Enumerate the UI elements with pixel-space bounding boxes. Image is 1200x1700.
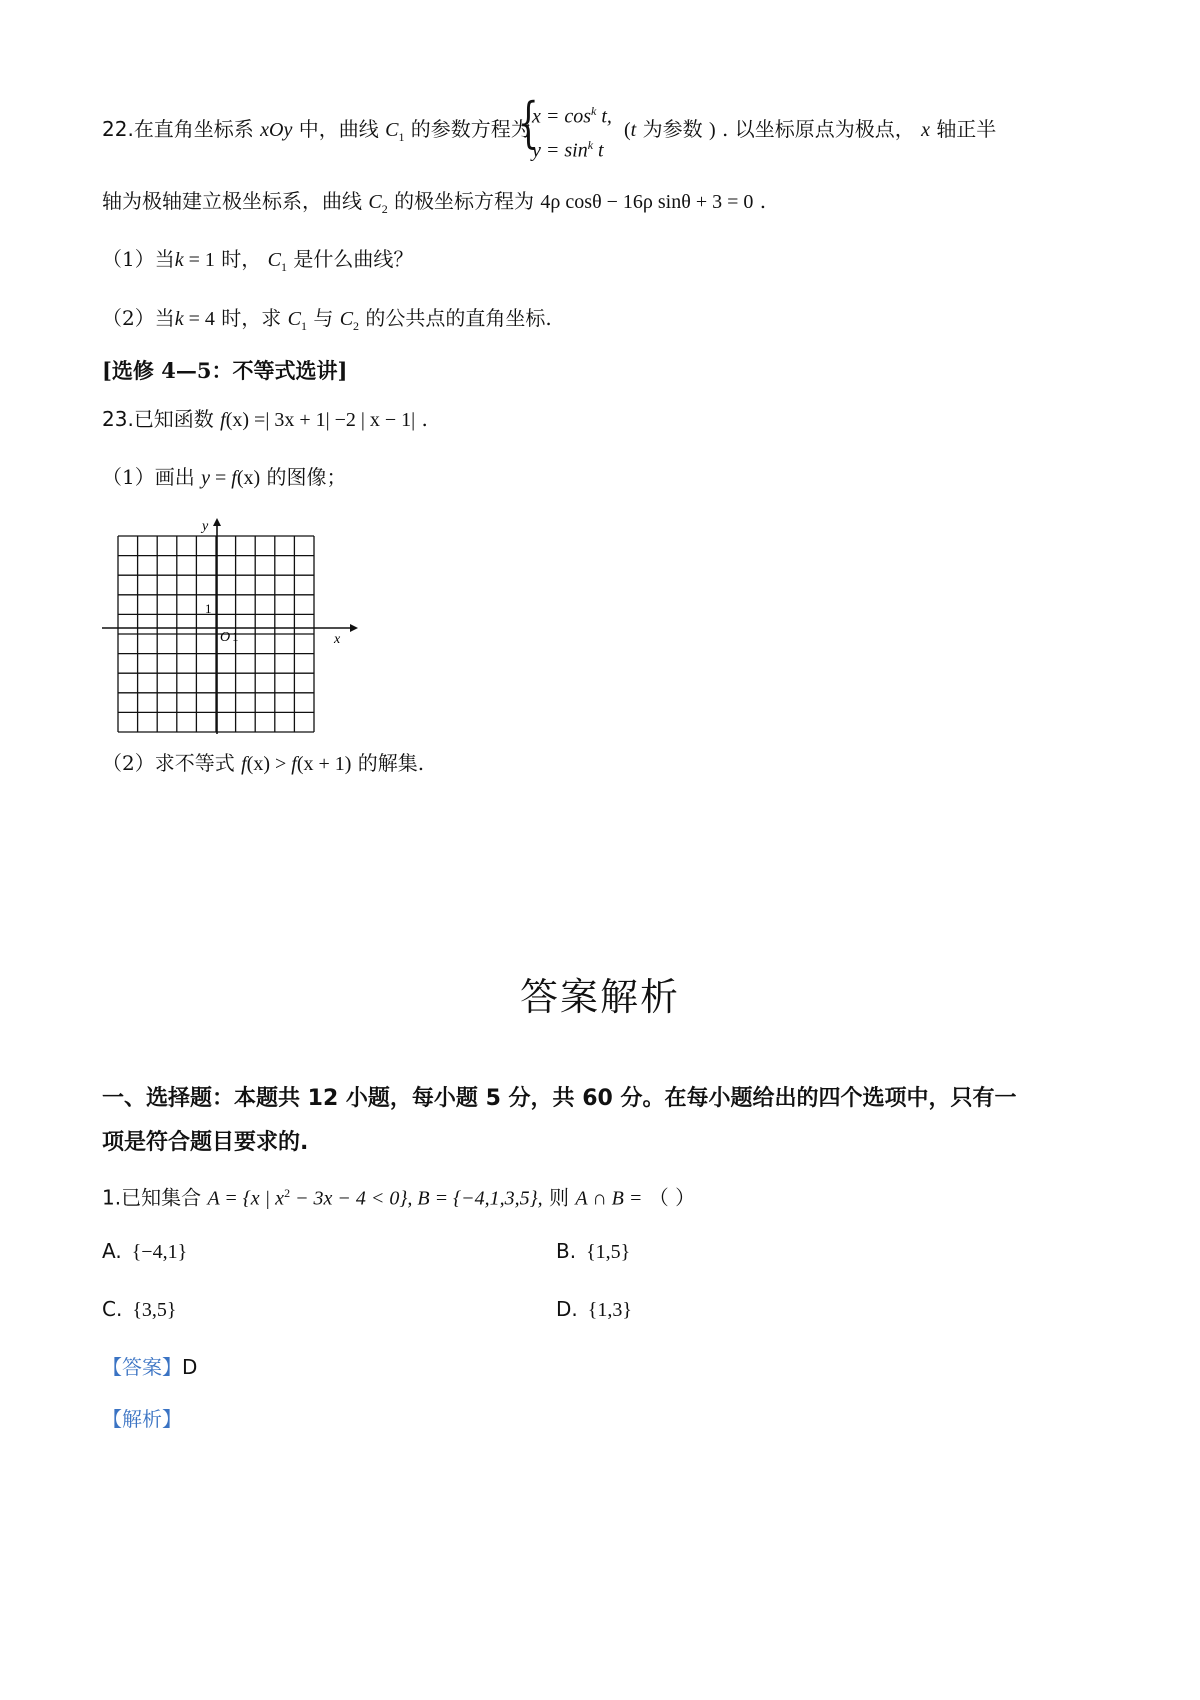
param-eq1-end: t,	[596, 105, 612, 128]
c1: C	[287, 308, 301, 330]
set-a: A = {x | x	[207, 1187, 285, 1210]
q22-text: .	[759, 189, 767, 213]
param-t: t	[630, 119, 637, 141]
q22-part2	[102, 303, 552, 341]
q23-text: 已知函数	[133, 407, 214, 431]
answer-paren: （ ）	[648, 1185, 696, 1210]
option-value: {1,5}	[586, 1241, 631, 1263]
q22-text: 的公共点的直角坐标.	[365, 306, 552, 330]
q22-c1-sub: 1	[398, 130, 405, 144]
param-eq1	[532, 96, 612, 132]
q23-part2	[102, 748, 424, 779]
polar-equation: 4ρ cosθ − 16ρ sinθ + 3 = 0	[540, 191, 754, 213]
q22-text: 时，求	[221, 306, 282, 330]
x-axis-label: x	[334, 632, 341, 647]
option-label: C.	[102, 1297, 123, 1321]
c1-sub: 1	[300, 319, 307, 333]
param-brace: {	[518, 91, 539, 154]
fx-arg: (x) >	[246, 753, 292, 775]
fx-arg: (x)	[236, 467, 261, 489]
q22-text: 与	[313, 306, 334, 330]
q22-text: 轴为极轴建立极坐标系，曲线	[102, 189, 362, 213]
part-label: （2）求不等式	[102, 751, 235, 775]
q22-text: 的参数方程为	[410, 117, 531, 141]
eq-sign: =	[209, 467, 232, 489]
answer-value: D	[182, 1355, 198, 1379]
q23-number: 23.	[102, 407, 134, 431]
x-tick-one: 1	[232, 629, 239, 644]
f-var: f	[220, 409, 226, 431]
param-close: )	[708, 119, 716, 141]
q22-text: 是什么曲线？	[293, 247, 414, 271]
q1-number: 1.	[102, 1185, 122, 1210]
q22-line1-tail	[624, 114, 996, 145]
q22-text: . 以坐标原点为极点，	[721, 117, 915, 141]
option-label: D.	[556, 1297, 578, 1321]
q22-c1: C	[385, 119, 399, 141]
f-var: f	[231, 467, 237, 489]
q1-stem	[102, 1178, 695, 1214]
c1: C	[267, 249, 281, 271]
q22-text: 在直角坐标系	[133, 117, 254, 141]
c1-sub: 1	[280, 260, 287, 274]
q1-text: 已知集合	[121, 1185, 202, 1210]
q22-text: 的极坐标方程为	[394, 189, 535, 213]
part-label: （2）当	[102, 306, 175, 330]
function-def: (x) =| 3x + 1| −2 | x − 1|	[225, 409, 416, 431]
param-eq1-sup: k	[591, 104, 597, 118]
option-c[interactable]	[102, 1294, 177, 1325]
q1-text: 则	[549, 1185, 569, 1210]
q22-line1	[102, 114, 531, 152]
answer-title: 答案解析	[519, 975, 680, 1019]
q23-text: 的解集.	[357, 751, 425, 775]
fx-arg: (x + 1)	[296, 753, 352, 775]
option-a[interactable]	[102, 1236, 187, 1267]
y-var: y	[201, 467, 210, 489]
q22-xoy: xOy	[260, 119, 293, 141]
q23-text: 的图像；	[266, 465, 347, 489]
option-value: {1,3}	[587, 1299, 632, 1321]
section1-line1: 一、选择题：本题共 12 小题，每小题 5 分，共 60 分。在每小题给出的四个选项中，只有一	[102, 1086, 1017, 1111]
k-eq: = 4	[183, 308, 215, 330]
option-value: {−4,1}	[131, 1241, 188, 1263]
f-var: f	[241, 753, 247, 775]
option-b[interactable]	[556, 1236, 630, 1267]
section1-line2: 项是符合题目要求的.	[102, 1130, 309, 1155]
q23-text: .	[421, 407, 428, 431]
a-intersect-b: A ∩ B =	[575, 1187, 643, 1210]
param-eq2	[532, 130, 604, 166]
q22-text: 时，	[221, 247, 262, 271]
k-var: k	[174, 308, 184, 330]
part-label: （1）当	[102, 247, 175, 271]
section-header-4-5: [选修 4—5：不等式选讲]	[102, 358, 348, 383]
k-eq: = 1	[183, 249, 215, 271]
analysis-tag: 【解析】	[102, 1407, 182, 1431]
q23-line1	[102, 404, 428, 435]
set-a-sup: 2	[284, 1186, 291, 1200]
q22-c2: C	[368, 191, 382, 213]
q22-part1	[102, 244, 413, 282]
f-var: f	[291, 753, 297, 775]
k-var: k	[174, 249, 184, 271]
analysis-line	[102, 1404, 182, 1434]
coordinate-grid-figure	[96, 516, 376, 742]
option-label: B.	[556, 1239, 577, 1263]
param-eq2-sup: k	[587, 138, 594, 152]
param-eq2-text: y = sin	[532, 139, 588, 162]
param-eq1-text: x = cos	[532, 105, 592, 128]
q22-text: 轴正半	[936, 117, 997, 141]
q22-line2	[102, 186, 766, 224]
c2: C	[339, 308, 354, 330]
q22-c2-sub: 2	[381, 202, 388, 216]
answer-line	[102, 1352, 197, 1382]
x-axis-arrow-icon	[350, 624, 358, 632]
q22-text: 中，曲线	[298, 117, 379, 141]
y-axis-arrow-icon	[213, 518, 221, 526]
set-a-rest: − 3x − 4 < 0}, B = {−4,1,3,5},	[290, 1187, 543, 1210]
q22-number: 22.	[102, 117, 134, 141]
option-value: {3,5}	[132, 1299, 177, 1321]
y-tick-one: 1	[205, 601, 212, 616]
param-open: (	[624, 119, 631, 141]
param-eq2-end: t	[593, 139, 604, 162]
c2-sub: 2	[353, 319, 360, 333]
answer-tag: 【答案】	[102, 1355, 182, 1379]
origin-label: O	[220, 630, 231, 645]
option-d[interactable]	[556, 1294, 632, 1325]
part-label: （1）画出	[102, 465, 195, 489]
q22-x: x	[921, 119, 930, 141]
q23-part1	[102, 462, 347, 493]
option-label: A.	[102, 1239, 122, 1263]
y-axis-label: y	[202, 519, 209, 534]
param-text: 为参数	[642, 117, 703, 141]
grid-lines	[118, 536, 314, 732]
